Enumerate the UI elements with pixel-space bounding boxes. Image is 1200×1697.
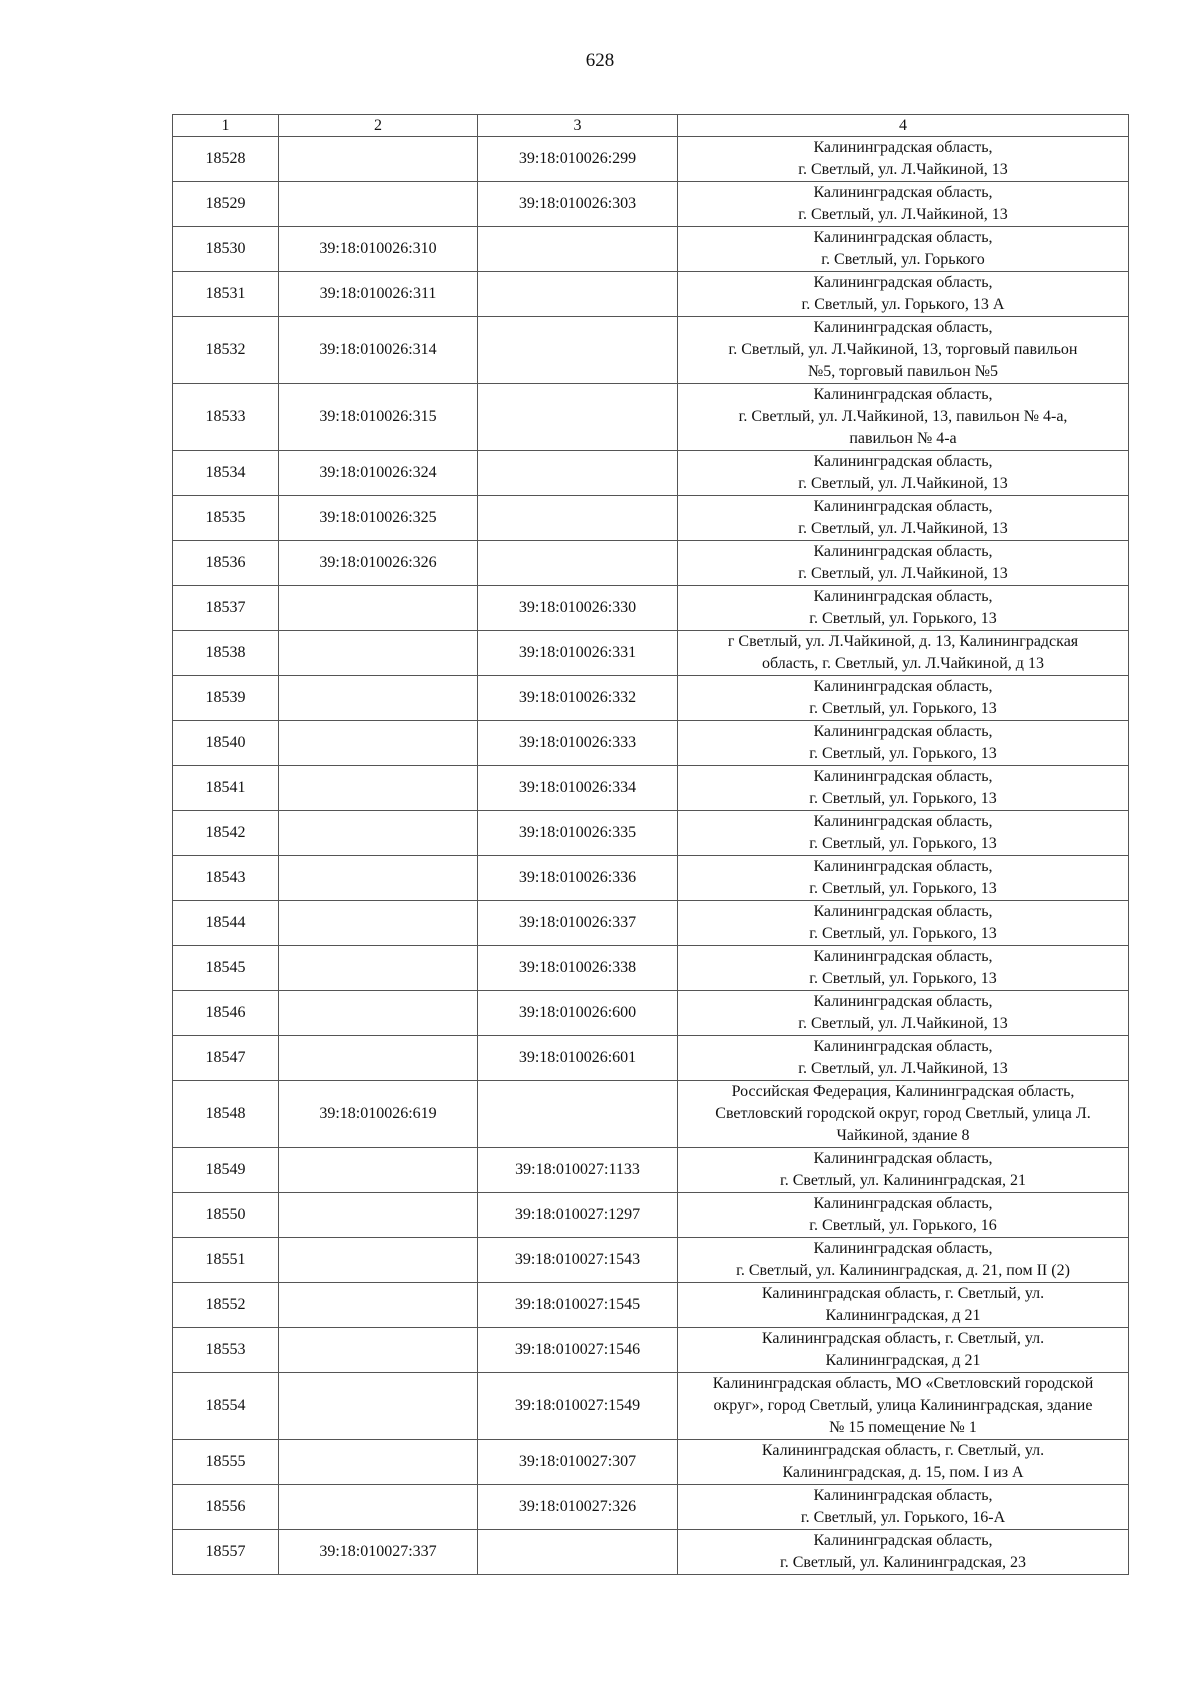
row-number-cell: 18557	[173, 1530, 279, 1575]
address-cell: г Светлый, ул. Л.Чайкиной, д. 13, Калининградская область, г. Светлый, ул. Л.Чайкиной, д 13	[678, 631, 1129, 676]
cadastral-number-alt-cell: 39:18:010026:338	[478, 946, 678, 991]
cadastral-number-cell: 39:18:010026:619	[279, 1081, 478, 1148]
cadastral-number-alt-cell	[478, 496, 678, 541]
address-cell: Калининградская область, г. Светлый, ул. Л.Чайкиной, 13	[678, 451, 1129, 496]
address-cell: Калининградская область, г. Светлый, ул. Калининградская, 21	[678, 1148, 1129, 1193]
cadastral-number-alt-cell: 39:18:010026:334	[478, 766, 678, 811]
table-row	[173, 766, 1129, 811]
table-row	[173, 137, 1129, 182]
cadastral-number-cell	[279, 182, 478, 227]
cadastral-number-alt-cell	[478, 384, 678, 451]
row-number-cell: 18547	[173, 1036, 279, 1081]
cadastral-number-alt-cell	[478, 227, 678, 272]
table-row	[173, 1485, 1129, 1530]
table-row	[173, 541, 1129, 586]
cadastral-number-alt-cell: 39:18:010026:333	[478, 721, 678, 766]
header-col-3: 3	[478, 115, 678, 137]
cadastral-number-alt-cell: 39:18:010027:307	[478, 1440, 678, 1485]
cadastral-number-alt-cell: 39:18:010027:1549	[478, 1373, 678, 1440]
row-number-cell: 18532	[173, 317, 279, 384]
cadastral-number-cell: 39:18:010026:314	[279, 317, 478, 384]
row-number-cell: 18554	[173, 1373, 279, 1440]
cadastral-number-cell	[279, 721, 478, 766]
cadastral-number-alt-cell: 39:18:010026:330	[478, 586, 678, 631]
cadastral-number-alt-cell	[478, 451, 678, 496]
cadastral-number-cell	[279, 1238, 478, 1283]
table-row	[173, 631, 1129, 676]
header-row	[173, 115, 1129, 137]
table-row	[173, 272, 1129, 317]
cadastral-number-cell	[279, 856, 478, 901]
address-cell: Калининградская область, г. Светлый, ул. Горького, 13 А	[678, 272, 1129, 317]
cadastral-number-alt-cell	[478, 317, 678, 384]
address-cell: Калининградская область, г. Светлый, ул. Калининградская, 23	[678, 1530, 1129, 1575]
table-row	[173, 451, 1129, 496]
address-cell: Калининградская область, г. Светлый, ул. Л.Чайкиной, 13	[678, 182, 1129, 227]
row-number-cell: 18541	[173, 766, 279, 811]
table-row	[173, 1036, 1129, 1081]
address-cell: Калининградская область, г. Светлый, ул. Л.Чайкиной, 13	[678, 1036, 1129, 1081]
table-row	[173, 586, 1129, 631]
table-body	[173, 137, 1129, 1575]
cadastral-number-alt-cell: 39:18:010027:1133	[478, 1148, 678, 1193]
address-cell: Калининградская область, г. Светлый, ул. Горького, 13	[678, 586, 1129, 631]
row-number-cell: 18533	[173, 384, 279, 451]
row-number-cell: 18553	[173, 1328, 279, 1373]
table-row	[173, 946, 1129, 991]
cadastral-number-cell: 39:18:010027:337	[279, 1530, 478, 1575]
row-number-cell: 18536	[173, 541, 279, 586]
cadastral-number-alt-cell: 39:18:010026:303	[478, 182, 678, 227]
cadastral-number-alt-cell: 39:18:010027:1297	[478, 1193, 678, 1238]
address-cell: Калининградская область, г. Светлый, ул. Калининградская, д. 21, пом II (2)	[678, 1238, 1129, 1283]
row-number-cell: 18543	[173, 856, 279, 901]
row-number-cell: 18556	[173, 1485, 279, 1530]
cadastral-number-alt-cell	[478, 541, 678, 586]
cadastral-number-cell: 39:18:010026:315	[279, 384, 478, 451]
row-number-cell: 18531	[173, 272, 279, 317]
table-row	[173, 317, 1129, 384]
cadastral-number-alt-cell: 39:18:010026:601	[478, 1036, 678, 1081]
row-number-cell: 18544	[173, 901, 279, 946]
table-row	[173, 676, 1129, 721]
header-col-2: 2	[279, 115, 478, 137]
cadastral-number-cell	[279, 991, 478, 1036]
table-row	[173, 1238, 1129, 1283]
address-cell: Калининградская область, г. Светлый, ул. Л.Чайкиной, 13	[678, 496, 1129, 541]
cadastral-number-cell: 39:18:010026:310	[279, 227, 478, 272]
cadastral-number-alt-cell	[478, 1081, 678, 1148]
address-cell: Калининградская область, г. Светлый, ул. Горького	[678, 227, 1129, 272]
table-row	[173, 1328, 1129, 1373]
register-table	[172, 114, 1129, 1575]
table-row	[173, 384, 1129, 451]
cadastral-number-alt-cell: 39:18:010026:332	[478, 676, 678, 721]
cadastral-number-cell	[279, 1148, 478, 1193]
address-cell: Калининградская область, г. Светлый, ул. Горького, 13	[678, 676, 1129, 721]
table-row	[173, 1148, 1129, 1193]
row-number-cell: 18529	[173, 182, 279, 227]
row-number-cell: 18548	[173, 1081, 279, 1148]
address-cell: Калининградская область, г. Светлый, ул. Горького, 13	[678, 946, 1129, 991]
row-number-cell: 18535	[173, 496, 279, 541]
table-row	[173, 1440, 1129, 1485]
row-number-cell: 18538	[173, 631, 279, 676]
address-cell: Калининградская область, г. Светлый, ул. Л.Чайкиной, 13, павильон № 4-а, павильон № 4-а	[678, 384, 1129, 451]
cadastral-number-cell	[279, 631, 478, 676]
address-cell: Калининградская область, г. Светлый, ул. Горького, 13	[678, 856, 1129, 901]
cadastral-number-cell	[279, 901, 478, 946]
table-row	[173, 227, 1129, 272]
row-number-cell: 18555	[173, 1440, 279, 1485]
table-row	[173, 901, 1129, 946]
cadastral-number-alt-cell: 39:18:010027:1543	[478, 1238, 678, 1283]
cadastral-number-cell	[279, 137, 478, 182]
cadastral-number-cell	[279, 1373, 478, 1440]
cadastral-number-alt-cell: 39:18:010026:331	[478, 631, 678, 676]
cadastral-number-cell	[279, 586, 478, 631]
row-number-cell: 18537	[173, 586, 279, 631]
address-cell: Российская Федерация, Калининградская область, Светловский городской округ, город Светлый, улица Л. Чайкиной, здание 8	[678, 1081, 1129, 1148]
cadastral-number-alt-cell	[478, 1530, 678, 1575]
address-cell: Калининградская область, г. Светлый, ул. Горького, 13	[678, 721, 1129, 766]
table-row	[173, 1193, 1129, 1238]
address-cell: Калининградская область, г. Светлый, ул. Л.Чайкиной, 13, торговый павильон №5, торговый павильон №5	[678, 317, 1129, 384]
table-row	[173, 1373, 1129, 1440]
cadastral-number-cell	[279, 1485, 478, 1530]
cadastral-number-alt-cell: 39:18:010027:326	[478, 1485, 678, 1530]
cadastral-number-alt-cell: 39:18:010026:337	[478, 901, 678, 946]
row-number-cell: 18542	[173, 811, 279, 856]
address-cell: Калининградская область, г. Светлый, ул. Калининградская, д 21	[678, 1283, 1129, 1328]
row-number-cell: 18550	[173, 1193, 279, 1238]
table-row	[173, 811, 1129, 856]
address-cell: Калининградская область, г. Светлый, ул. Л.Чайкиной, 13	[678, 137, 1129, 182]
cadastral-number-cell	[279, 1440, 478, 1485]
table-row	[173, 721, 1129, 766]
row-number-cell: 18546	[173, 991, 279, 1036]
address-cell: Калининградская область, г. Светлый, ул. Л.Чайкиной, 13	[678, 541, 1129, 586]
cadastral-number-alt-cell: 39:18:010026:299	[478, 137, 678, 182]
page-number: 628	[585, 50, 615, 71]
cadastral-number-cell	[279, 1283, 478, 1328]
cadastral-number-cell: 39:18:010026:326	[279, 541, 478, 586]
cadastral-number-cell	[279, 946, 478, 991]
cadastral-number-cell: 39:18:010026:324	[279, 451, 478, 496]
cadastral-number-alt-cell: 39:18:010027:1546	[478, 1328, 678, 1373]
cadastral-number-cell	[279, 1328, 478, 1373]
cadastral-number-cell	[279, 766, 478, 811]
row-number-cell: 18528	[173, 137, 279, 182]
address-cell: Калининградская область, г. Светлый, ул. Горького, 16-А	[678, 1485, 1129, 1530]
address-cell: Калининградская область, г. Светлый, ул. Калининградская, д 21	[678, 1328, 1129, 1373]
cadastral-number-alt-cell: 39:18:010026:336	[478, 856, 678, 901]
row-number-cell: 18552	[173, 1283, 279, 1328]
address-cell: Калининградская область, г. Светлый, ул. Калининградская, д. 15, пом. I из А	[678, 1440, 1129, 1485]
cadastral-number-alt-cell	[478, 272, 678, 317]
row-number-cell: 18534	[173, 451, 279, 496]
cadastral-number-alt-cell: 39:18:010027:1545	[478, 1283, 678, 1328]
table-row	[173, 1081, 1129, 1148]
address-cell: Калининградская область, МО «Светловский городской округ», город Светлый, улица Калининградская, здание № 15 помещение № 1	[678, 1373, 1129, 1440]
row-number-cell: 18539	[173, 676, 279, 721]
header-col-4: 4	[678, 115, 1129, 137]
row-number-cell: 18545	[173, 946, 279, 991]
address-cell: Калининградская область, г. Светлый, ул. Горького, 16	[678, 1193, 1129, 1238]
address-cell: Калининградская область, г. Светлый, ул. Горького, 13	[678, 766, 1129, 811]
cadastral-number-cell	[279, 1036, 478, 1081]
cadastral-number-cell	[279, 1193, 478, 1238]
row-number-cell: 18551	[173, 1238, 279, 1283]
row-number-cell: 18530	[173, 227, 279, 272]
cadastral-number-cell	[279, 676, 478, 721]
table-row	[173, 991, 1129, 1036]
table-row	[173, 182, 1129, 227]
table-header	[173, 115, 1129, 137]
cadastral-number-alt-cell: 39:18:010026:335	[478, 811, 678, 856]
header-col-1: 1	[173, 115, 279, 137]
address-cell: Калининградская область, г. Светлый, ул. Горького, 13	[678, 811, 1129, 856]
table-row	[173, 496, 1129, 541]
cadastral-number-cell: 39:18:010026:311	[279, 272, 478, 317]
cadastral-number-alt-cell: 39:18:010026:600	[478, 991, 678, 1036]
cadastral-number-cell: 39:18:010026:325	[279, 496, 478, 541]
row-number-cell: 18540	[173, 721, 279, 766]
table-row	[173, 1530, 1129, 1575]
address-cell: Калининградская область, г. Светлый, ул. Л.Чайкиной, 13	[678, 991, 1129, 1036]
table-row	[173, 856, 1129, 901]
address-cell: Калининградская область, г. Светлый, ул. Горького, 13	[678, 901, 1129, 946]
table-row	[173, 1283, 1129, 1328]
row-number-cell: 18549	[173, 1148, 279, 1193]
cadastral-number-cell	[279, 811, 478, 856]
